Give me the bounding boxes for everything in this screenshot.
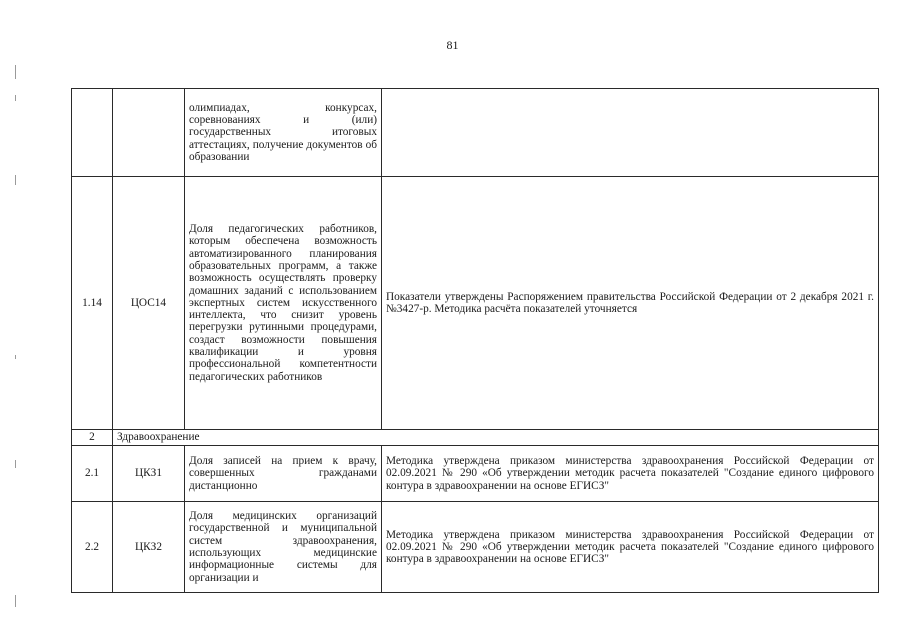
- indicator-code: ЦКЗ1: [113, 446, 185, 502]
- methodology-note: Методика утверждена приказом министерства здравоохранения Российской Федерации от 02.09.2021 № 290 «Об утверждении методик расчета показателей "Создание единого цифрового контура в здравоохранении на основе ЕГИСЗ": [382, 446, 879, 502]
- section-title: Здравоохранение: [113, 430, 879, 446]
- table-row: [72, 446, 879, 502]
- indicator-name: олимпиадах, конкурсах, соревнованиях и (или) государственных итоговых аттестациях, получение документов об образовании: [185, 89, 382, 177]
- row-number: 1.14: [72, 177, 113, 430]
- indicator-name: [185, 502, 382, 593]
- indicators-table: [71, 88, 879, 593]
- scan-edge-marks: [13, 55, 19, 635]
- methodology-note: Методика утверждена приказом министерства здравоохранения Российской Федерации от 02.09.2021 № 290 «Об утверждении методик расчета показателей "Создание единого цифрового контура в здравоохранении на основе ЕГИСЗ": [382, 502, 879, 593]
- indicator-name: Доля педагогических работников, которым обеспечена возможность автоматизированного планирования образовательных программ, а также возможность осуществлять проверку домашних заданий с использованием экспертных систем искусственного интеллекта, что снизит уровень перегрузки рутинными процедурами, создаст возможности повышения квалификации и уровня профессиональной компетентности педагогических работников: [185, 177, 382, 430]
- methodology-note: Показатели утверждены Распоряжением правительства Российской Федерации от 2 декабря 2021 г. №3427-р. Методика расчёта показателей уточняется: [382, 177, 879, 430]
- table-row: [72, 177, 879, 430]
- row-number: 2.1: [72, 446, 113, 502]
- indicator-code: ЦКЗ2: [113, 502, 185, 593]
- indicator-name: Доля записей на прием к врачу, совершенных гражданами дистанционно: [185, 446, 382, 502]
- section-row: [72, 430, 879, 446]
- indicator-code: ЦОС14: [113, 177, 185, 430]
- row-number: [72, 89, 113, 177]
- section-number: 2: [72, 430, 113, 446]
- page-number: 81: [446, 38, 459, 52]
- table-row: [72, 89, 879, 177]
- table-row: [72, 502, 879, 593]
- methodology-note: [382, 89, 879, 177]
- row-number: 2.2: [72, 502, 113, 593]
- indicator-name-text: Доля медицинских организаций государственной и муниципальной систем здравоохранения, использующих медицинские информационные системы для организации и: [189, 510, 377, 584]
- indicator-code: [113, 89, 185, 177]
